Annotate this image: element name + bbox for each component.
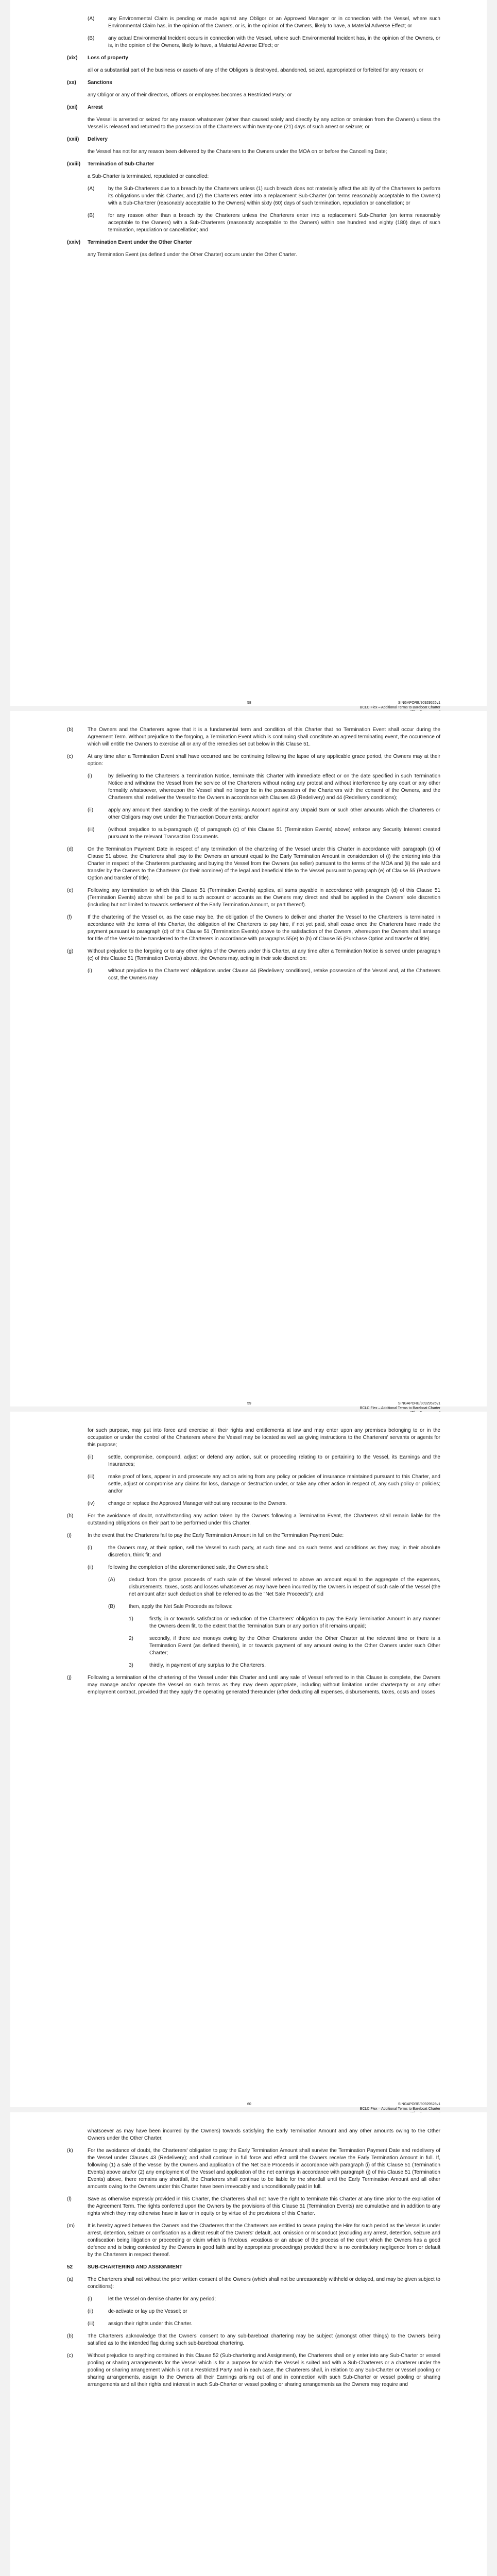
page-number: 60 bbox=[247, 2103, 251, 2106]
page-number: 59 bbox=[247, 1402, 251, 1405]
clause-item: (a) The Charterers shall not without the prior written consent of the Owners (which shall not be unreasonably withheld or delayed, and may be given subject to conditions): bbox=[67, 2277, 440, 2290]
clause-heading: (xxi) Arrest bbox=[67, 105, 103, 110]
page-60 bbox=[10, 1412, 487, 2111]
clause-item: (i) let the Vessel on demise charter for any period; bbox=[88, 2296, 216, 2302]
clause-item: (iv) change or replace the Approved Manager without any recourse to the Owners. bbox=[88, 1501, 287, 1506]
document-reference: SINGAPORE/90929526v1 BCLC Flex – Additional Terms to Bareboat Charter bbox=[359, 2103, 440, 2111]
clause-heading: (xix) Loss of property bbox=[67, 55, 128, 61]
clause-item: (l) Save as otherwise expressly provided in this Charter, the Charterers shall not have the right to terminate this Charter at any time prior to the expiration of the Agreement Term. The rights conferred upon the Owners by the provisions of this Clause 51 (Termination Events) are cumulative and in addition to any rights which they may otherwise have in law or in equity or by virtue of the provisions of this Charter. bbox=[67, 2196, 440, 2216]
clause-text: whatsoever as may have been incurred by the Owners) towards satisfying the Early Termination Amount and any other amounts owing to the Other Owners under the Other Charter. bbox=[88, 2128, 440, 2141]
clause-item: (B) for any reason other than a breach by the Charterers unless the Charterers enter into a replacement Sub-Charter (on terms reasonably acceptable to the Owners) with a Sub-Charterers (reasonably acceptable to the Owners) within one hundred and eighty (180) days of such termination, repudiation or cancellation; and bbox=[88, 213, 440, 233]
page-58 bbox=[10, 0, 487, 709]
clause-item: (j) Following a termination of the chartering of the Vessel under this Charter and until any sale of Vessel referred to in this Clause is complete, the Owners may manage and/or operate the Vessel on such terms as they may deem appropriate, including without limitation under charterparty or any other employment contract, provided that they apply the operating generated thereunder (after deducting all expenses, disbursements, taxes, costs and losses bbox=[67, 1675, 440, 1695]
clause-item: (A) deduct from the gross proceeds of such sale of the Vessel referred to above an amount equal to the aggregate of the expenses, disbursements, taxes, costs and losses whatsoever as may have been incurred by the Owners in respect of such sale of the Vessel (the net amount after such deduction shall be referred to as the "Net Sale Proceeds"); and bbox=[108, 1577, 440, 1597]
page-61 bbox=[10, 2112, 487, 2576]
clause-item: 2) secondly, if there are moneys owing by the Other Charterers under the Other Charter at the relevant time or there is a Termination Event (as defined therein), in or towards payment of any amount owing to the Other Owners under such Other Charter; bbox=[129, 1636, 440, 1656]
clause-text: the Vessel has not for any reason been delivered by the Charterers to the Owners under the MOA on or before the Cancelling Date; bbox=[88, 149, 387, 155]
clause-item: (m) It is hereby agreed between the Owners and the Charterers that the Charterers are entitled to cease paying the Hire for such period as the Vessel is under arrest, detention, seizure or confiscation as a direct result of the Owners' default, act, omission or misconduct (excluding any arrest, detention, seizure and confiscation being litigation or proceeding or claim which is frivolous, vexatious or an abuse of the process of the court which the Owners has a good defence and is being contested by the Owners in good faith and by appropriate proceedings) provided there is no contributory negligence from or default by the Charterers in respect thereof. bbox=[67, 2223, 440, 2258]
page-59 bbox=[10, 711, 487, 1410]
clause-heading: (xx) Sanctions bbox=[67, 80, 112, 86]
clause-item: (i) by delivering to the Charterers a Termination Notice, terminate this Charter with immediate effect or on the date specified in such Termination Notice and withdraw the Vessel from the service of the Charterers without noting any protest and without interference by any court or any other formality whatsoever, whereupon the Vessel shall no longer be in the possession of the Charterers with the consent of the Owners, and the Charterers shall redeliver the Vessel to the Owners in accordance with Clauses 43 (Redelivery) and 44 (Redelivery conditions); bbox=[88, 773, 440, 801]
clause-item: (ii) apply any amount then standing to the credit of the Earnings Account against any Unpaid Sum or such other amounts which the Charterers or other Obligors may owe under the Transaction Documents; and/or bbox=[88, 807, 440, 820]
clause-item: (iii) (without prejudice to sub-paragraph (i) of paragraph (c) of this Clause 51 (Termination Events) above) enforce any Security Interest created pursuant to the relevant Transaction Documents. bbox=[88, 827, 440, 840]
section-heading: 52 SUB-CHARTERING AND ASSIGNMENT bbox=[67, 2264, 183, 2270]
clause-item: (i) without prejudice to the Charterers' obligations under Clause 44 (Redelivery conditions), retake possession of the Vessel and, at the Charterers cost, the Owners may bbox=[88, 968, 440, 981]
clause-item: (g) Without prejudice to the forgoing or to any other rights of the Owners under this Charter, at any time after a Termination Notice is served under paragraph (c) of this Clause 51 (Termination Events) above, the Owners may, acting in their sole discretion: bbox=[67, 948, 440, 961]
clause-item: (h) For the avoidance of doubt, notwithstanding any action taken by the Owners following a Termination Event, the Charterers shall remain liable for the outstanding obligations on their part to be performed under this Charter. bbox=[67, 1513, 440, 1526]
clause-heading: (xxiv) Termination Event under the Other Charter bbox=[67, 240, 192, 245]
clause-text: any Obligor or any of their directors, officers or employees becomes a Restricted Party; or bbox=[88, 92, 292, 98]
clause-item: (k) For the avoidance of doubt, the Charterers' obligation to pay the Early Termination Amount shall survive the Termination Payment Date and redelivery of the Vessel under Clauses 43 (Redelivery); and shall continue in full force and effect until the Owners receive the Early Termination Amount in full. If, following (1) a sale of the Vessel by the Owners and application of the Net Sale Proceeds in accordance with paragraph (i) of this Clause 51 (Termination Events) above and/or (2) any employment of the Vessel and application of the net earnings in accordance with paragraph (j) of this Clause 51 (Termination Events) above, there remains any shortfall, the Charterers shall continue to be liable for the shortfall until the Early Termination Amount and all other amounts owing to the Owners under this Charter have been irrevocably and unconditionally paid in full. bbox=[67, 2148, 440, 2190]
document-reference: SINGAPORE/90929526v1 BCLC Flex – Additional Terms to Bareboat Charter bbox=[359, 1402, 440, 1410]
clause-item: (iii) make proof of loss, appear in and prosecute any action arising from any policy or policies of insurance maintained pursuant to this Charter, and settle, adjust or compromise any claims for loss, damage or destruction under, or take any other action in respect of, any such policy or policies; and/or bbox=[88, 1474, 440, 1494]
clause-item: (b) The Charterers acknowledge that the Owners' consent to any sub-bareboat chartering may be subject (amongst other things) to the Owners being satisfied as to the intended flag during such sub-bareboat chartering. bbox=[67, 2333, 440, 2346]
clause-item: (b) The Owners and the Charterers agree that it is a fundamental term and condition of this Charter that no Termination Event shall occur during the Agreement Term. Without prejudice to the forgoing, a Termination Event which is continuing shall constitute an agreed terminating event, the occurrence of which will entitle the Owners to exercise all or any of the remedies set out below in this Clause 51. bbox=[67, 727, 440, 747]
clause-item: 3) thirdly, in payment of any surplus to the Charterers. bbox=[129, 1663, 266, 1668]
clause-item: (ii) following the completion of the aforementioned sale, the Owners shall: bbox=[88, 1565, 268, 1570]
clause-item: (d) On the Termination Payment Date in respect of any termination of the chartering of the Vessel under this Charter in accordance with paragraph (c) of Clause 51 above, the Charterers shall pay to the Owners an amount equal to the Early Termination Amount in consideration of (i) the entering into this Charter in respect of the Charterers purchasing and buying the Vessel from the Owners (as seller) pursuant to the terms of the MOA and (ii) the sale and transfer by the Owners to the Charterers (or their nominee) of the legal and beneficial title to the Vessel pursuant to paragraph (e) of Clause 55 (Purchase Option and transfer of title). bbox=[67, 846, 440, 881]
clause-item: (A) by the Sub-Charterers due to a breach by the Charterers unless (1) such breach does not materially affect the ability of the Charterers to perform its obligations under this Charter, and (2) the Charterers enter into a replacement Sub-Charter (on terms reasonably acceptable to the Owners) with a Sub-Charterer (reasonably acceptable to the Owners) within sixty (60) days of such termination, repudiation or cancellation; or bbox=[88, 186, 440, 206]
clause-item: (c) At any time after a Termination Event shall have occurred and be continuing following the lapse of any applicable grace period, the Owners may at their option: bbox=[67, 754, 440, 767]
clause-item: (f) If the chartering of the Vessel or, as the case may be, the obligation of the Owners to deliver and charter the Vessel to the Charterers is terminated in accordance with the terms of this Charter, the obligation of the Charterers to pay hire, if not yet paid, shall cease once the Charterers have made the payment pursuant to paragraph (d) of this Clause 51 (Termination Events) above to the satisfaction of the Owners, whereupon the Owners shall arrange for title of the Vessel to be transferred to the Charterers in accordance with paragraphs 55(e) to (h) of Clause 55 (Purchase Option and transfer of title). bbox=[67, 914, 440, 942]
clause-item: (A) any Environmental Claim is pending or made against any Obligor or an Approved Manager or in connection with the Vessel, where such Environmental Claim has, in the opinion of the Owners, or is, in the opinion of the Owners, likely to have, a Material Adverse Effect; or bbox=[88, 16, 440, 29]
clause-text: all or a substantial part of the business or assets of any of the Obligors is destroyed, abandoned, seized, appropriated or forfeited for any reason; or bbox=[88, 67, 424, 73]
clause-text: for such purpose, may put into force and exercise all their rights and entitlements at law and may enter upon any premises belonging to or in the occupation or under the control of the Charterers where the Vessel may be located as well as giving instructions to the Charterers' servants or agents for this purpose; bbox=[88, 1428, 440, 1448]
clause-text: a Sub-Charter is terminated, repudiated or cancelled: bbox=[88, 174, 209, 179]
clause-item: 1) firstly, in or towards satisfaction or reduction of the Charterers' obligation to pay the Early Termination Amount in any manner the Owners deem fit, to the extent that the Termination Sum or any portion of it remains unpaid; bbox=[129, 1616, 440, 1629]
clause-item: (c) Without prejudice to anything contained in this Clause 52 (Sub-chartering and Assignment), the Charterers shall only enter into any Sub-Charter or vessel pooling or sharing arrangements for the Vessel which is for a purpose for which the Vessel is suited and with a Sub-Charterers or a charterer under the pooling or sharing arrangement which is not a Restricted Party and in each case, the Charterers shall, in relation to any Sub-Charter or vessel pooling or sharing arrangements, assign to the Owners all their Earnings arising out of and in connection with such Sub-Charter or vessel pooling or sharing arrangements and all their rights and interest in such Sub-Charter or vessel pooling or sharing arrangements as the Owners may require and bbox=[67, 2353, 440, 2387]
clause-heading: (xxii) Delivery bbox=[67, 137, 108, 142]
clause-item: (B) any actual Environmental Incident occurs in connection with the Vessel, where such Environmental Incident has, in the opinion of the Owners, or is, in the opinion of the Owners, likely to have, a Material Adverse Effect; or bbox=[88, 36, 440, 48]
clause-item: (ii) settle, compromise, compound, adjust or defend any action, suit or proceeding relating to or pertaining to the Vessel, its Earnings and the Insurances; bbox=[88, 1454, 440, 1467]
clause-item: (e) Following any termination to which this Clause 51 (Termination Events) applies, all sums payable in accordance with paragraph (d) of this Clause 51 (Termination Events) above shall be paid to such account or accounts as the Owners may direct and shall be applied in the Owners' sole discretion (including but not limited to towards settlement of the Early Termination Amount, or part thereof). bbox=[67, 888, 440, 908]
clause-item: (i) In the event that the Charterers fail to pay the Early Termination Amount in full on the Termination Payment Date: bbox=[67, 1533, 344, 1538]
clause-text: the Vessel is arrested or seized for any reason whatsoever (other than caused solely and directly by any action or omission from the Owners) unless the Vessel is released and returned to the possession of the Charterers within twenty-one (21) days of such arrest or seizure; or bbox=[88, 117, 440, 130]
clause-item: (i) the Owners may, at their option, sell the Vessel to such party, at such time and on such terms and conditions as they may, in their absolute discretion, think fit; and bbox=[88, 1545, 440, 1558]
clause-heading: (xxiii) Termination of Sub-Charter bbox=[67, 161, 155, 167]
clause-item: (ii) de-activate or lay up the Vessel; or bbox=[88, 2309, 187, 2314]
clause-text: any Termination Event (as defined under the Other Charter) occurs under the Other Charter. bbox=[88, 252, 297, 258]
document-reference: SINGAPORE/90929526v1 BCLC Flex – Additional Terms to Bareboat Charter bbox=[359, 701, 440, 709]
clause-item: (iii) assign their rights under this Charter. bbox=[88, 2321, 193, 2327]
clause-item: (B) then, apply the Net Sale Proceeds as follows: bbox=[108, 1604, 233, 1609]
page-number: 58 bbox=[247, 701, 251, 705]
